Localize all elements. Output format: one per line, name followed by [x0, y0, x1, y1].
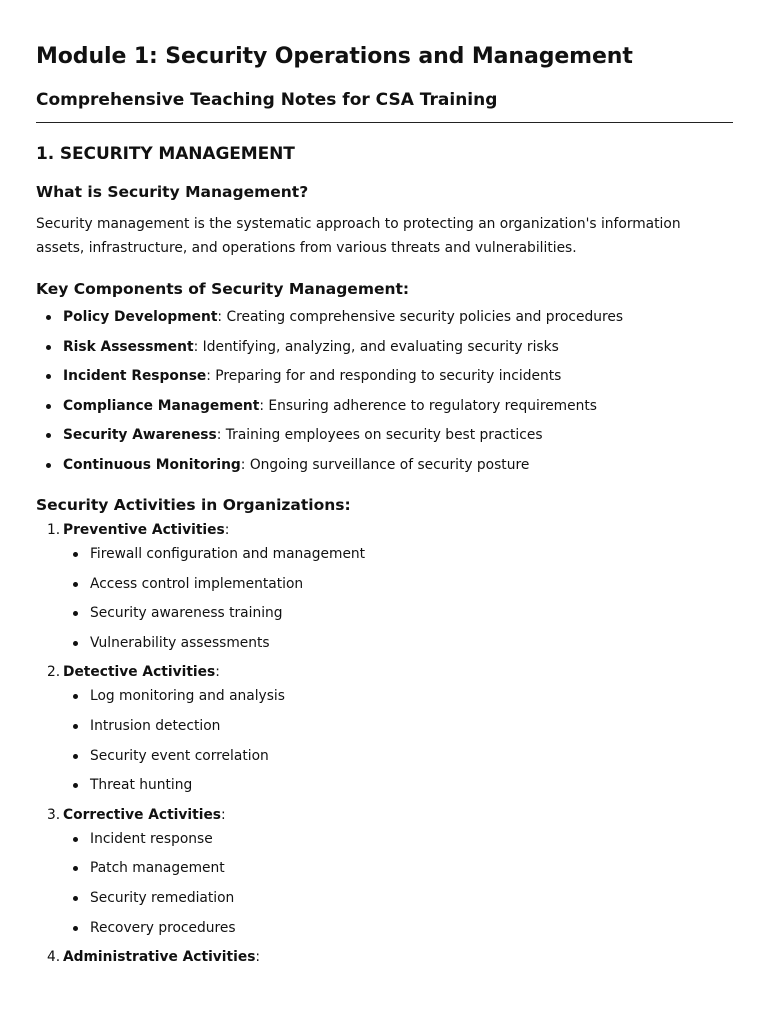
activities-list — [36, 520, 733, 967]
activity-item-corrective — [36, 805, 733, 938]
sub-list-item: Security awareness training — [63, 603, 733, 623]
list-item — [36, 337, 733, 357]
subsection-heading-key-components: Key Components of Security Management: — [36, 280, 410, 298]
sub-list-item: Log monitoring and analysis — [63, 686, 733, 706]
activity-suffix: : — [215, 664, 220, 681]
activity-sublist — [63, 686, 733, 795]
activity-suffix: : — [221, 806, 226, 823]
list-item — [36, 396, 733, 416]
horizontal-rule — [36, 122, 733, 123]
activity-title: Preventive Activities — [63, 521, 225, 538]
subsection-heading-what-is: What is Security Management? — [36, 183, 309, 201]
sub-list-item: Security remediation — [63, 888, 733, 908]
list-item-desc: : Training employees on security best practices — [216, 427, 543, 444]
section-heading: 1. SECURITY MANAGEMENT — [36, 144, 295, 164]
activity-suffix: : — [224, 521, 230, 538]
activity-sublist — [63, 829, 733, 938]
activity-number: 3. — [47, 806, 61, 823]
list-item-term: Policy Development — [63, 309, 218, 325]
list-item-desc: : Preparing for and responding to security incidents — [206, 368, 562, 385]
activity-item-preventive — [36, 520, 733, 653]
list-item — [36, 366, 733, 386]
list-item-desc: : Ongoing surveillance of security posture — [240, 456, 530, 473]
activity-number: 4. — [47, 949, 61, 966]
sub-list-item: Security event correlation — [63, 746, 733, 766]
sub-list-item: Access control implementation — [63, 574, 733, 594]
activity-title: Detective Activities — [63, 664, 216, 681]
page-title: Module 1: Security Operations and Management — [36, 44, 633, 69]
activity-item-administrative — [36, 947, 733, 967]
page-subtitle: Comprehensive Teaching Notes for CSA Training — [36, 90, 498, 110]
sub-list-item: Firewall configuration and management — [63, 544, 733, 564]
sub-list-item: Threat hunting — [63, 775, 733, 795]
sub-list-item: Intrusion detection — [63, 716, 733, 736]
list-item-term: Risk Assessment — [63, 338, 194, 355]
activity-title: Corrective Activities — [63, 806, 222, 823]
sub-list-item: Recovery procedures — [63, 918, 733, 938]
list-item — [36, 455, 733, 475]
list-item-term: Security Awareness — [63, 427, 217, 444]
definition-paragraph: Security management is the systematic approach to protecting an organization's information assets, infrastructure, and operations from various threats and vulnerabilities. — [36, 216, 681, 256]
sub-list-item: Vulnerability assessments — [63, 633, 733, 653]
activity-suffix: : — [255, 949, 261, 966]
sub-list-item: Patch management — [63, 858, 733, 878]
components-list — [36, 307, 733, 475]
list-item-term: Continuous Monitoring — [63, 456, 241, 473]
activity-number: 1. — [47, 521, 61, 538]
document-content — [36, 141, 733, 973]
sub-list-item: Incident response — [63, 829, 733, 849]
activity-item-detective — [36, 662, 733, 795]
subsection-heading-activities: Security Activities in Organizations: — [36, 495, 351, 514]
list-item-desc: : Identifying, analyzing, and evaluating security risks — [193, 338, 559, 355]
activity-sublist — [63, 544, 733, 653]
list-item — [36, 425, 733, 445]
list-item-term: Compliance Management — [63, 397, 260, 414]
list-item-desc: : Ensuring adherence to regulatory requirements — [259, 397, 597, 414]
activity-title: Administrative Activities — [63, 949, 256, 966]
activity-number: 2. — [47, 664, 61, 681]
list-item-desc: : Creating comprehensive security policies and procedures — [217, 309, 624, 325]
list-item-term: Incident Response — [63, 368, 207, 385]
list-item — [36, 307, 733, 327]
